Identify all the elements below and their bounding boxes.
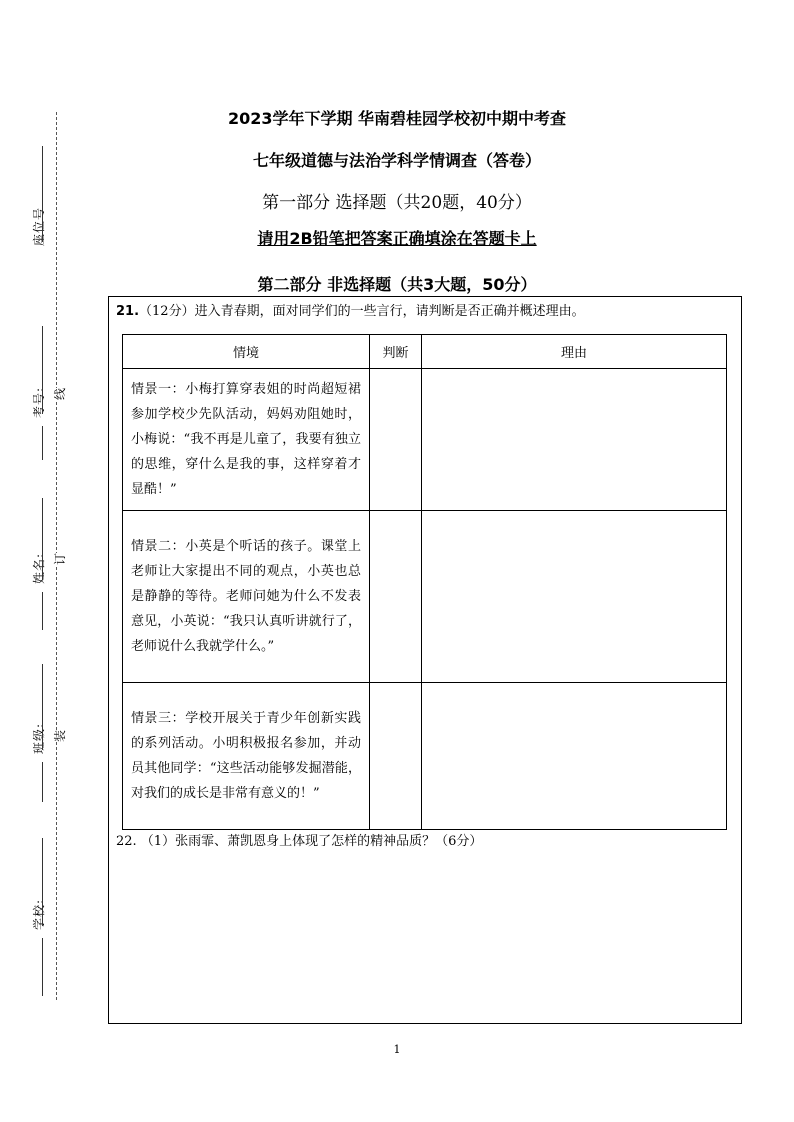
reason-2-cell[interactable] (422, 511, 727, 683)
exam-number-label: 考号: (32, 386, 46, 418)
school-label: 学校: (32, 898, 46, 930)
class-field[interactable] (42, 664, 43, 750)
scene-1-text: 情景一：小梅打算穿表姐的时尚超短裙参加学校少先队活动，妈妈劝阻她时，小梅说：“我不再是儿童了，我要有独立的思维，穿什么是我的事，这样穿着才显酷！” (123, 369, 370, 511)
header-judgment: 判断 (370, 335, 422, 369)
table-row (123, 683, 727, 830)
name-label: 姓名: (32, 552, 46, 584)
exam-number-field-tail (42, 426, 43, 460)
reason-1-cell[interactable] (422, 369, 727, 511)
judgment-2-cell[interactable] (370, 511, 422, 683)
class-label: 班级: (32, 722, 46, 754)
q21-text: （12分）进入青春期，面对同学们的一些言行，请判断是否正确并概述理由。 (139, 304, 585, 319)
q21-answer-table (122, 334, 727, 830)
q21-prompt (116, 300, 585, 319)
table-header-row (123, 335, 727, 369)
q21-number: 21. (116, 304, 140, 319)
page-number: 1 (393, 1043, 401, 1056)
header-reason: 理由 (422, 335, 727, 369)
scene-2-text: 情景二：小英是个听话的孩子。课堂上老师让大家提出不同的观点，小英也总是静静的等待。老师问她为什么不发表意见，小英说：“我只认真听讲就行了，老师说什么我就学什么。” (123, 511, 370, 683)
scene-3-text: 情景三：学校开展关于青少年创新实践的系列活动。小明积极报名参加，并动员其他同学：“这些活动能够发掘潜能，对我们的成长是非常有意义的！” (123, 683, 370, 830)
q22-prompt: 22. （1）张雨霏、萧凯恩身上体现了怎样的精神品质？（6分） (116, 834, 483, 849)
name-field[interactable] (42, 498, 43, 580)
judgment-1-cell[interactable] (370, 369, 422, 511)
answer-card-instruction: 请用2B铅笔把答案正确填涂在答题卡上 (257, 229, 537, 248)
name-field-tail (42, 592, 43, 630)
school-field[interactable] (42, 838, 43, 926)
exam-number-field[interactable] (42, 326, 43, 414)
part1-heading: 第一部分 选择题（共20题，40分） (262, 193, 532, 213)
table-row (123, 369, 727, 511)
binding-mark-zhuang: 装 (50, 730, 69, 742)
class-field-tail (42, 762, 43, 802)
exam-title: 2023学年下学期 华南碧桂园学校初中期中考查 (227, 109, 567, 128)
exam-subtitle: 七年级道德与法治学科学情调查（答卷） (252, 151, 541, 170)
seat-number-label: 座位号 (32, 206, 46, 246)
header-scene: 情境 (123, 335, 370, 369)
part2-heading: 第二部分 非选择题（共3大题，50分） (257, 275, 537, 294)
binding-mark-line: 线 (50, 388, 69, 400)
school-field-tail (42, 938, 43, 996)
reason-3-cell[interactable] (422, 683, 727, 830)
table-row (123, 511, 727, 683)
binding-mark-ding: 订 (50, 553, 69, 565)
judgment-3-cell[interactable] (370, 683, 422, 830)
